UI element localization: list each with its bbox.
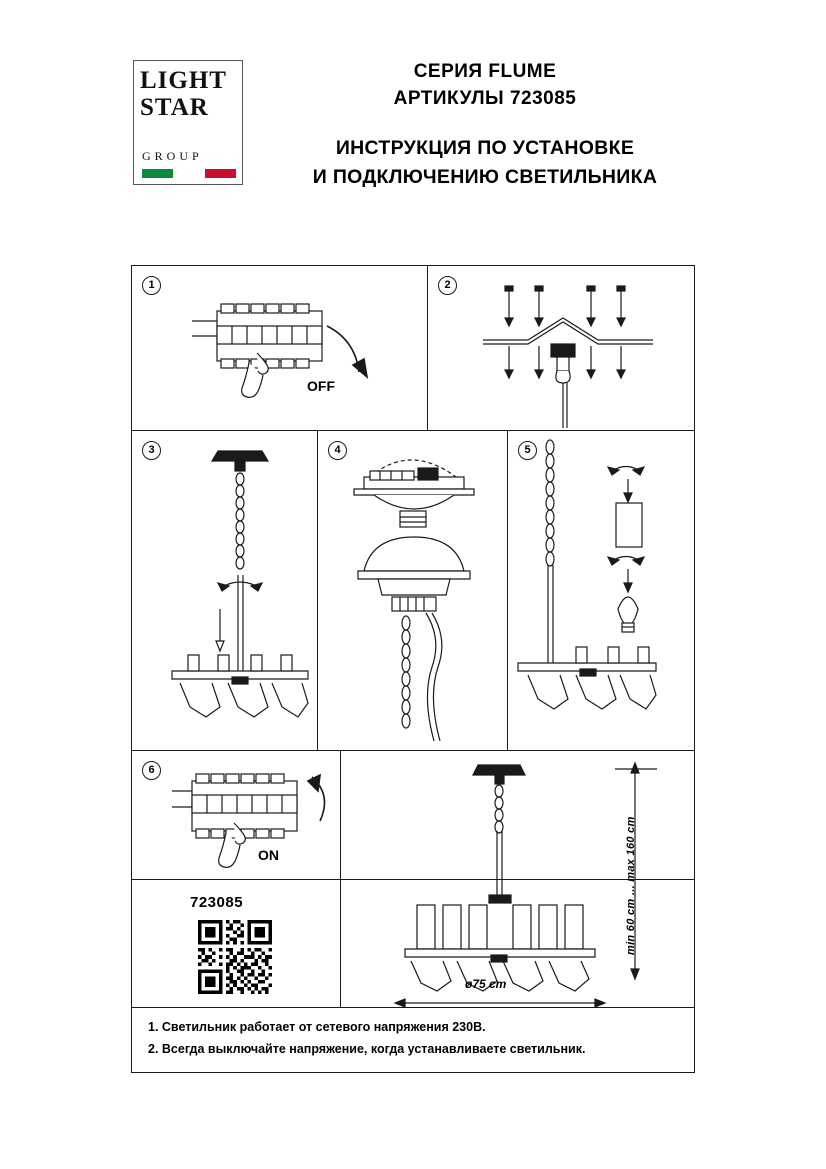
italy-flag-icon (142, 169, 236, 178)
note-item-2: 2. Всегда выключайте напряжение, когда устанавливаете светильник. (148, 1042, 586, 1056)
step-3-illustration (150, 439, 315, 744)
step-6-on-label: ON (258, 847, 279, 863)
height-dimension-label: min 60 cm ... max 160 cm (625, 816, 637, 955)
logo-wordmark (140, 67, 227, 121)
step-5-illustration (516, 437, 695, 747)
step-6-number: 6 (142, 761, 161, 780)
dimension-drawing-cell (341, 751, 695, 1007)
step-5-number: 5 (518, 441, 537, 460)
step-1-cell (132, 266, 427, 430)
step-2-cell (428, 266, 695, 430)
step-2-number: 2 (438, 276, 457, 295)
instruction-title-line-1: ИНСТРУКЦИЯ ПО УСТАНОВКЕ (335, 137, 635, 159)
step-4-cell (318, 431, 507, 750)
step-6-illustration (172, 767, 340, 877)
step-2-illustration (453, 278, 688, 428)
diameter-dimension-label: ø75 cm (465, 977, 507, 991)
step-1-number: 1 (142, 276, 161, 295)
step-1-illustration (187, 291, 417, 421)
step-1-off-label: OFF (307, 378, 335, 394)
instruction-title-line-2: И ПОДКЛЮЧЕНИЮ СВЕТИЛЬНИКА (312, 166, 658, 188)
notes-list (148, 1016, 585, 1060)
step-6-cell (132, 751, 340, 879)
sku-qr-cell (132, 880, 340, 1007)
page-title (260, 58, 710, 192)
instruction-frame (131, 265, 695, 1073)
article-numbers: АРТИКУЛЫ 723085 (393, 88, 577, 109)
step-4-illustration (334, 437, 506, 747)
series-name: СЕРИЯ FLUME (413, 61, 557, 82)
brand-logo (133, 60, 243, 185)
step-5-cell (508, 431, 695, 750)
logo-group-text: GROUP (142, 149, 203, 163)
dimension-illustration (365, 757, 685, 1005)
logo-line-1: LIGHT (140, 67, 227, 94)
step-4-number: 4 (328, 441, 347, 460)
qr-code (198, 920, 272, 994)
step-3-number: 3 (142, 441, 161, 460)
document-header (0, 0, 826, 232)
notes-cell (132, 1008, 695, 1073)
sku-code: 723085 (190, 894, 244, 911)
logo-line-2: STAR (140, 94, 209, 121)
step-3-cell (132, 431, 317, 750)
note-item-1: 1. Светильник работает от сетевого напряжения 230В. (148, 1020, 486, 1034)
